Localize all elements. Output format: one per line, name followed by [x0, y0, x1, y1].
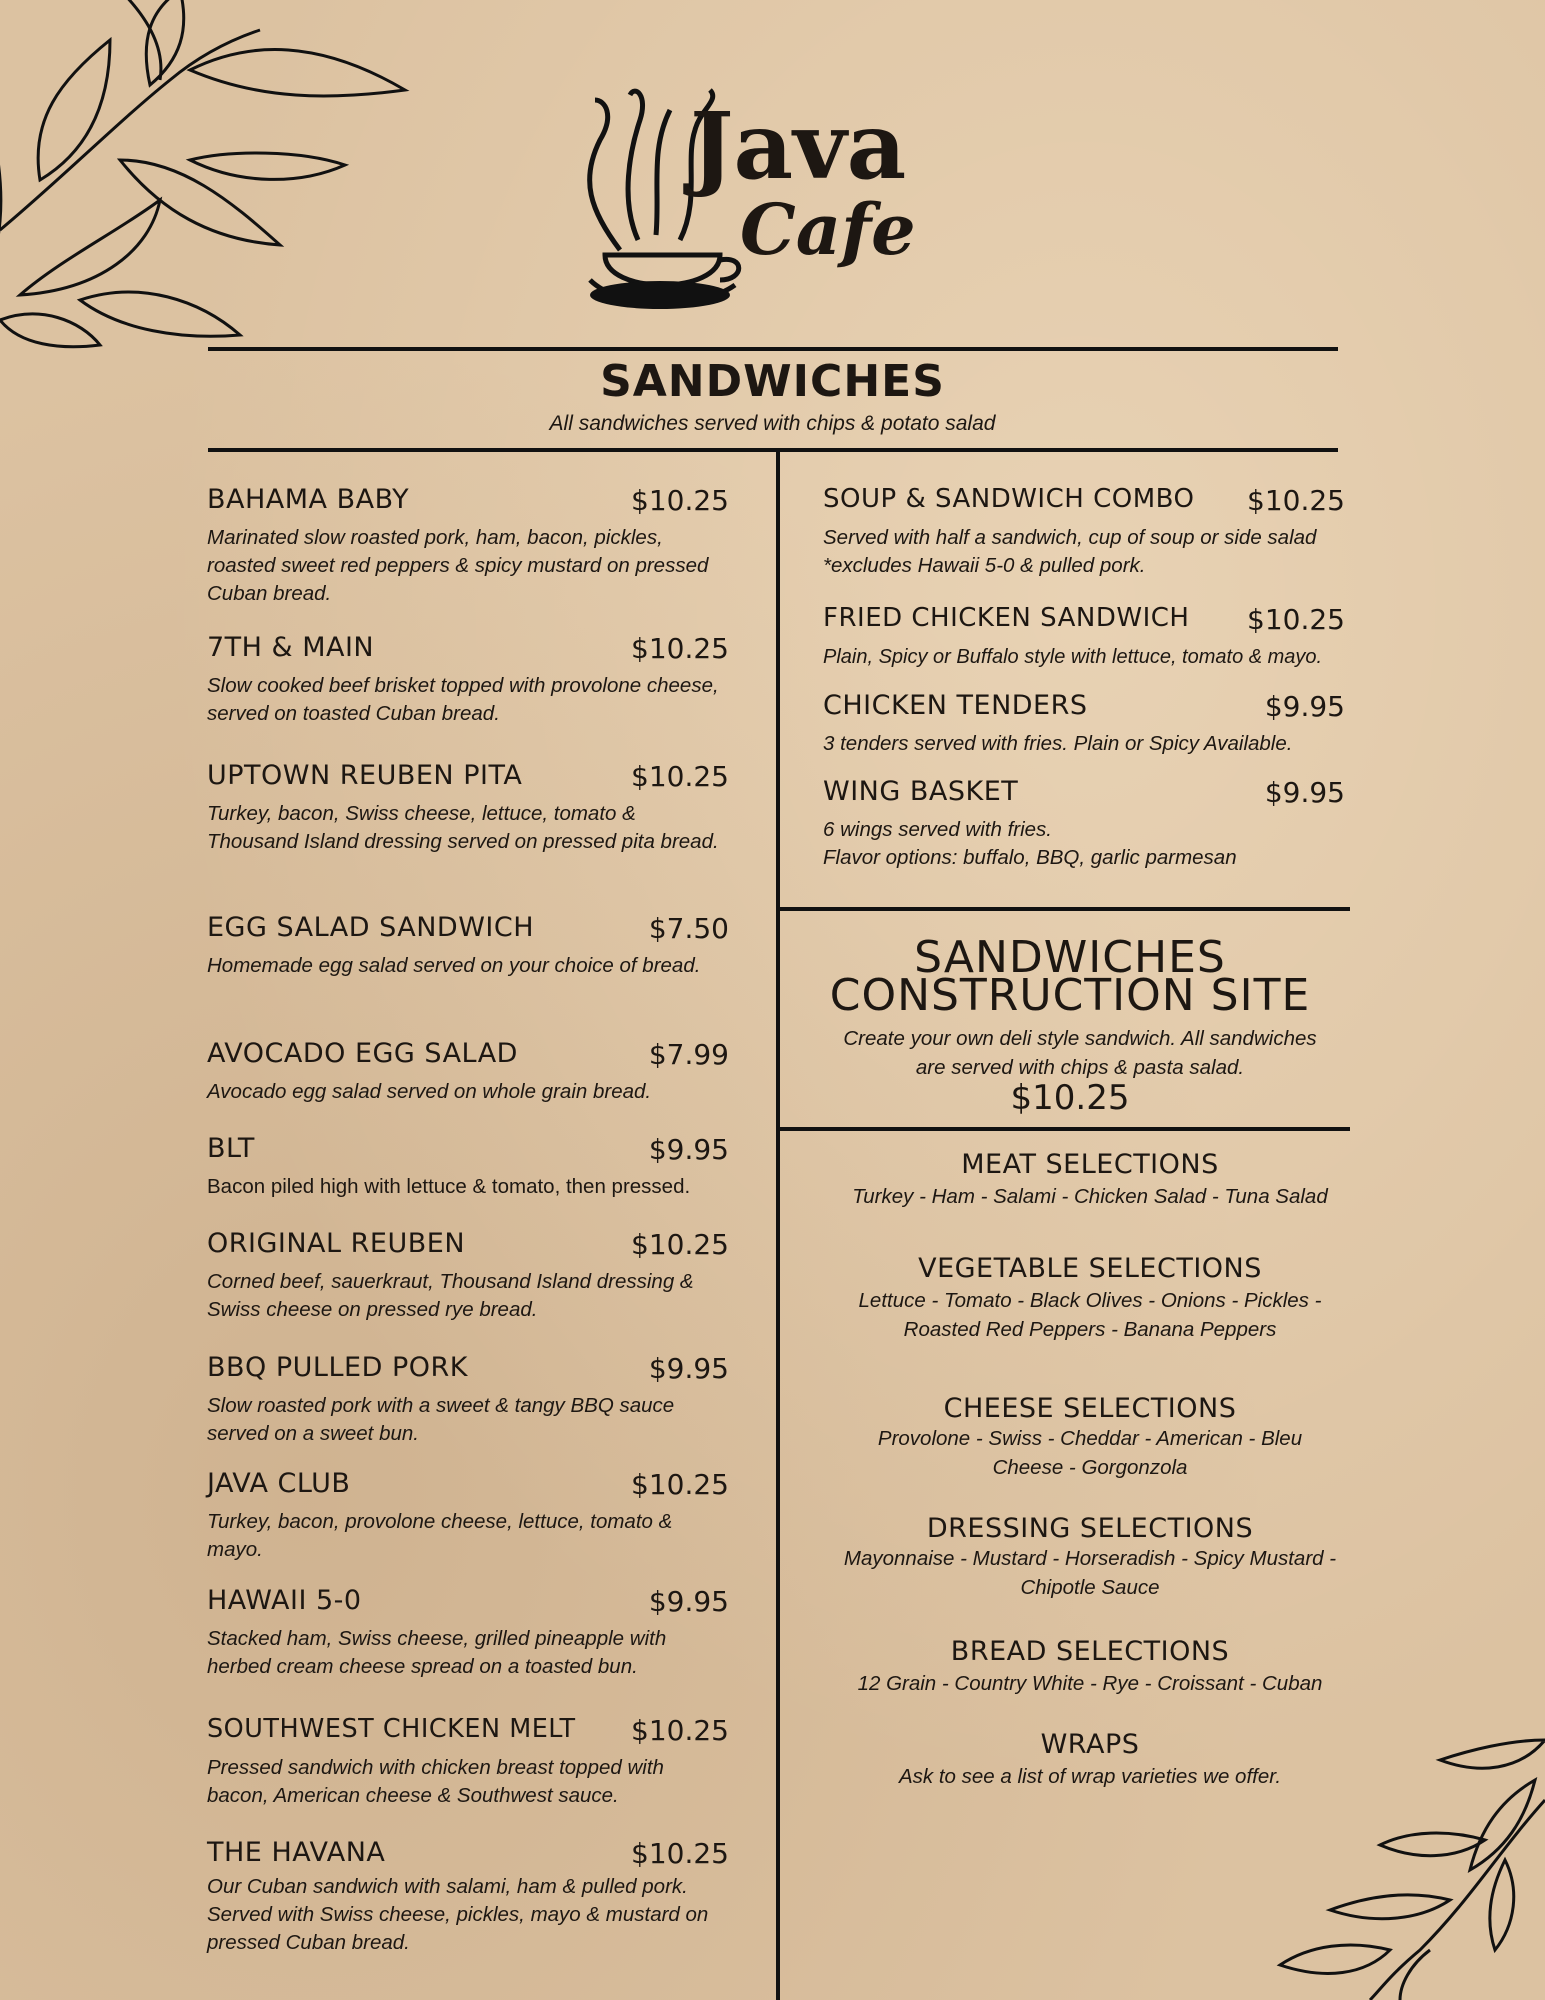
item-description: Stacked ham, Swiss cheese, grilled pineapple with herbed cream cheese spread on a toasted bun. — [207, 1627, 667, 1678]
selection-wraps — [780, 1729, 1400, 1791]
construction-title-line1: SANDWICHES — [914, 932, 1226, 983]
selection-items: Turkey - Ham - Salami - Chicken Salad - Tuna Salad — [852, 1185, 1328, 1208]
selection-items: Ask to see a list of wrap varieties we offer. — [898, 1765, 1282, 1788]
item-price: $10.25 — [631, 1714, 729, 1747]
menu-item — [207, 1352, 729, 1448]
selection-title: CHEESE SELECTIONS — [943, 1393, 1237, 1424]
construction-price: $10.25 — [1010, 1078, 1130, 1118]
item-description: Corned beef, sauerkraut, Thousand Island dressing & Swiss cheese on pressed rye bread. — [207, 1270, 694, 1321]
item-name: WING BASKET — [823, 776, 1019, 807]
selection-title: VEGETABLE SELECTIONS — [918, 1253, 1262, 1284]
item-description: 6 wings served with fries. — [823, 818, 1053, 841]
item-price: $10.25 — [631, 1228, 729, 1261]
item-price: $10.25 — [631, 484, 729, 517]
menu-item — [823, 690, 1345, 758]
logo-cafe: Cafe — [740, 188, 916, 271]
item-description: Slow cooked beef brisket topped with provolone cheese, served on toasted Cuban bread. — [207, 674, 719, 725]
selection-items: Provolone - Swiss - Cheddar - American - Bleu Cheese - Gorgonzola — [877, 1427, 1303, 1479]
item-price: $10.25 — [631, 632, 729, 665]
item-name: BBQ PULLED PORK — [207, 1352, 468, 1383]
item-description: Avocado egg salad served on whole grain bread. — [207, 1080, 652, 1103]
item-description: 3 tenders served with fries. Plain or Spicy Available. — [823, 732, 1293, 755]
item-price: $7.99 — [648, 1038, 729, 1071]
item-price: $10.25 — [1247, 484, 1345, 517]
menu-item — [207, 484, 729, 608]
selection-vegetable — [780, 1253, 1400, 1344]
item-name: THE HAVANA — [207, 1837, 386, 1868]
item-price: $9.95 — [1264, 690, 1345, 723]
top-rule — [208, 347, 1338, 351]
construction-top-rule — [780, 907, 1350, 911]
menu-item — [207, 912, 729, 980]
item-description: Marinated slow roasted pork, ham, bacon, pickles, roasted sweet red peppers & spicy mustard on pressed Cuban bread. — [207, 526, 709, 605]
item-name: SOUP & SANDWICH COMBO — [823, 484, 1195, 514]
item-description: Plain, Spicy or Buffalo style with lettuce, tomato & mayo. — [823, 646, 1323, 668]
item-description: Bacon piled high with lettuce & tomato, then pressed. — [207, 1175, 691, 1198]
menu-item — [207, 1714, 729, 1810]
selection-title: WRAPS — [1040, 1729, 1140, 1760]
selection-title: MEAT SELECTIONS — [961, 1149, 1219, 1180]
item-description: Served with half a sandwich, cup of soup or side salad *excludes Hawaii 5-0 & pulled pork. — [823, 526, 1317, 577]
item-name: HAWAII 5-0 — [207, 1585, 362, 1616]
item-description: Our Cuban sandwich with salami, ham & pulled pork. Served with Swiss cheese, pickles, mayo & mustard on pressed Cuban bread. — [207, 1875, 709, 1954]
item-name: CHICKEN TENDERS — [823, 690, 1088, 721]
item-price: $10.25 — [1247, 603, 1345, 636]
selection-dressing — [780, 1513, 1400, 1602]
item-price: $9.95 — [1264, 776, 1345, 809]
item-price: $9.95 — [648, 1133, 729, 1166]
menu-item — [207, 632, 729, 728]
menu-item — [207, 760, 729, 856]
menu-item — [207, 1468, 729, 1564]
selection-items: Mayonnaise - Mustard - Horseradish - Spicy Mustard - Chipotle Sauce — [843, 1547, 1337, 1599]
item-name: UPTOWN REUBEN PITA — [207, 760, 523, 791]
leaf-branch-top-left — [0, 0, 420, 370]
item-name: 7TH & MAIN — [207, 632, 375, 663]
menu-item — [207, 1133, 729, 1201]
item-price: $9.95 — [648, 1352, 729, 1385]
item-description: Pressed sandwich with chicken breast topped with bacon, American cheese & Southwest sauce. — [207, 1756, 664, 1807]
construction-bottom-rule — [780, 1127, 1350, 1131]
header-bottom-rule — [208, 448, 1338, 452]
item-price: $9.95 — [648, 1585, 729, 1618]
selection-cheese — [780, 1393, 1400, 1482]
section-subtitle: All sandwiches served with chips & potato salad — [549, 412, 996, 435]
item-description: Turkey, bacon, provolone cheese, lettuce, tomato & mayo. — [207, 1510, 673, 1561]
selection-bread — [780, 1636, 1400, 1698]
item-name: SOUTHWEST CHICKEN MELT — [207, 1714, 576, 1744]
menu-item — [823, 603, 1345, 671]
item-description-flavors: Flavor options: buffalo, BBQ, garlic parmesan — [823, 846, 1237, 869]
menu-item — [207, 1837, 729, 1957]
item-name: EGG SALAD SANDWICH — [207, 912, 535, 943]
selection-meat — [780, 1149, 1400, 1211]
menu-item — [823, 776, 1345, 872]
item-price: $10.25 — [631, 760, 729, 793]
item-description: Homemade egg salad served on your choice of bread. — [207, 954, 701, 977]
construction-description: Create your own deli style sandwich. All sandwiches are served with chips & pasta salad. — [843, 1027, 1317, 1079]
selection-title: BREAD SELECTIONS — [950, 1636, 1230, 1667]
logo-java: Java — [690, 92, 907, 200]
logo — [560, 40, 960, 320]
selection-items: 12 Grain - Country White - Rye - Croissant - Cuban — [857, 1672, 1323, 1695]
menu-item — [207, 1585, 729, 1681]
item-name: AVOCADO EGG SALAD — [207, 1038, 518, 1069]
item-price: $7.50 — [648, 912, 729, 945]
construction-title-line2: CONSTRUCTION SITE — [829, 970, 1311, 1021]
section-title: SANDWICHES — [600, 356, 945, 407]
menu-item — [207, 1038, 729, 1106]
item-price: $10.25 — [631, 1837, 729, 1870]
item-name: JAVA CLUB — [207, 1468, 351, 1499]
item-description: Slow roasted pork with a sweet & tangy BBQ sauce served on a sweet bun. — [207, 1394, 675, 1445]
selection-title: DRESSING SELECTIONS — [926, 1513, 1254, 1544]
menu-item — [207, 1228, 729, 1324]
item-name: BLT — [207, 1133, 255, 1164]
item-price: $10.25 — [631, 1468, 729, 1501]
item-name: BAHAMA BABY — [207, 484, 410, 515]
selection-items: Lettuce - Tomato - Black Olives - Onions - Pickles - Roasted Red Peppers - Banana Peppers — [858, 1289, 1322, 1341]
item-name: FRIED CHICKEN SANDWICH — [823, 603, 1190, 633]
item-name: ORIGINAL REUBEN — [207, 1228, 466, 1259]
menu-item — [823, 484, 1345, 580]
item-description: Turkey, bacon, Swiss cheese, lettuce, tomato & Thousand Island dressing served on pressed pita bread. — [207, 802, 719, 853]
